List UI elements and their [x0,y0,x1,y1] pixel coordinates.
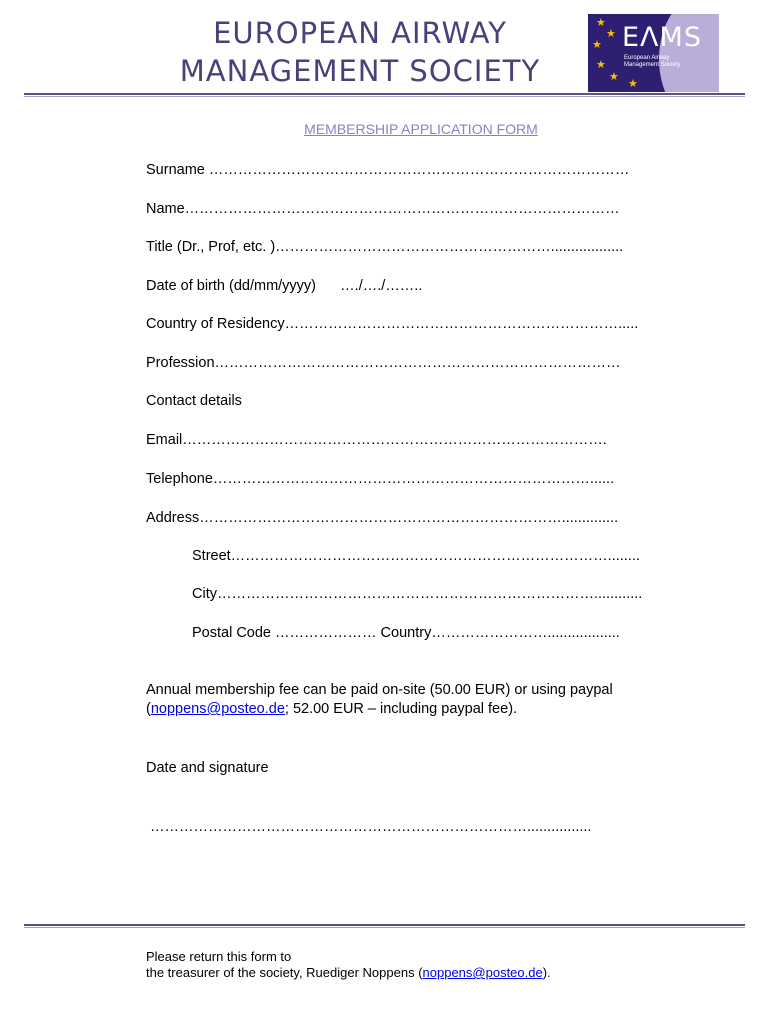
street-field[interactable]: Street……………………………………………………………………........ [192,548,640,564]
form-title: MEMBERSHIP APPLICATION FORM [304,121,538,137]
footer-line2-prefix: the treasurer of the society, Ruediger Noppens ( [146,965,423,980]
membership-fee-text [146,681,666,719]
footer-email-link[interactable]: noppens@posteo.de [422,965,543,980]
footer-divider [24,924,745,928]
star-icon: ★ [596,17,606,29]
date-signature-label: Date and signature [146,760,269,776]
address-field[interactable]: Address………………………………………………………………….............. [146,510,619,526]
fee-text-part2: ; 52.00 EUR – including paypal fee). [284,701,518,717]
country-of-residency-field[interactable]: Country of Residency……………………………………………………………..... [146,316,639,332]
fee-paypal-email-link[interactable]: noppens@posteo.de [150,701,285,717]
contact-details-heading: Contact details [146,393,242,409]
header-divider [24,93,745,97]
postal-code-country-field[interactable]: Postal Code ………………… Country…………………….................. [192,625,620,641]
footer-line2 [146,965,551,981]
footer-line1: Please return this form to [146,949,292,964]
date-of-birth-field[interactable]: Date of birth (dd/mm/yyyy) …./…./…….. [146,278,423,294]
signature-line[interactable]: ……………………………………………………………………................ [150,819,592,835]
star-icon: ★ [596,59,606,71]
telephone-field[interactable]: Telephone……………………………………………………………………...... [146,471,615,487]
name-field[interactable]: Name……………………………………………………………………………… [146,201,620,217]
organization-title-line1: EUROPEAN AIRWAY [213,16,507,50]
fee-text-part1: Annual membership fee can be paid on-site (50.00 EUR) or using paypal ( [146,682,613,717]
logo-wordmark: EΛMS [622,22,702,53]
footer-line2-suffix: ). [542,965,551,980]
star-icon: ★ [606,28,616,40]
city-field[interactable]: City……………………………………………………………………............ [192,586,643,602]
star-icon: ★ [592,39,602,51]
title-field[interactable]: Title (Dr., Prof, etc. )………………………………………………….................. [146,239,624,255]
organization-title-line2: MANAGEMENT SOCIETY [179,54,541,88]
logo-subtitle: European Airway Management Society [624,55,681,68]
organization-title [160,14,560,90]
eams-logo [588,14,719,92]
profession-field[interactable]: Profession………………………………………………………………………… [146,355,621,371]
surname-field[interactable]: Surname …………………………………………………………………………… [146,162,630,178]
star-icon: ★ [609,71,619,83]
star-icon: ★ [628,78,638,90]
email-field[interactable]: Email……………………………………………………………………………. [146,432,607,448]
footer-note [146,949,551,981]
